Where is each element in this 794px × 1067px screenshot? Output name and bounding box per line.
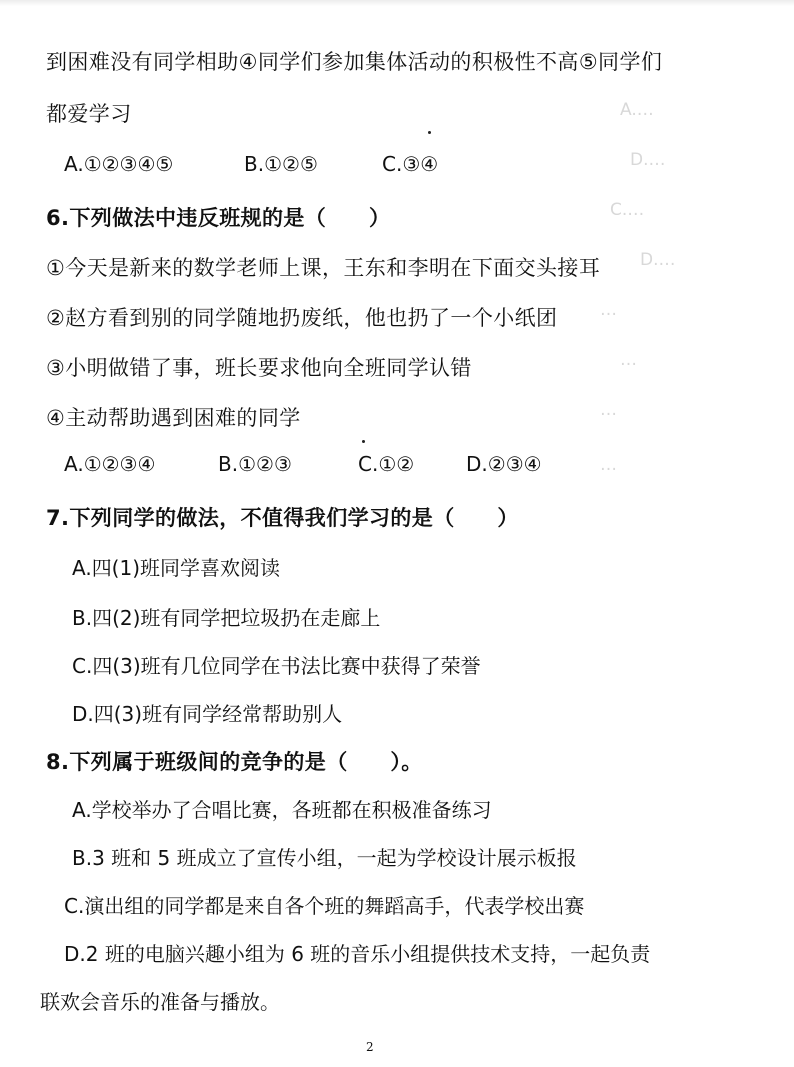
bleed-through: D.… xyxy=(640,250,676,270)
q5-text-line1: 到困难没有同学相助④同学们参加集体活动的积极性不高⑤同学们 xyxy=(46,50,663,74)
bleed-through: A.… xyxy=(620,100,654,120)
bleed-through: … xyxy=(600,300,617,320)
bleed-through: … xyxy=(600,400,617,420)
q6-option-d: D.②③④ xyxy=(466,452,542,476)
q7-option-a: A.四(1)班同学喜欢阅读 xyxy=(72,556,281,580)
q8-option-b: B.3 班和 5 班成立了宣传小组，一起为学校设计展示板报 xyxy=(72,846,577,870)
bleed-through: … xyxy=(620,350,637,370)
q6-item-2: ②赵方看到别的同学随地扔废纸，他也扔了一个小纸团 xyxy=(46,306,558,330)
q8-option-d-line1: D.2 班的电脑兴趣小组为 6 班的音乐小组提供技术支持，一起负责 xyxy=(64,942,651,966)
page-number: 2 xyxy=(366,1040,374,1054)
q5-option-c: C.③④ xyxy=(382,152,439,176)
q5-option-b: B.①②⑤ xyxy=(244,152,318,176)
bleed-through: D.… xyxy=(630,150,666,170)
scan-edge xyxy=(0,0,794,6)
q7-question: 7.下列同学的做法，不值得我们学习的是（ ） xyxy=(46,506,519,530)
q6-question: 6.下列做法中违反班规的是（ ） xyxy=(46,206,391,230)
q8-option-a: A.学校举办了合唱比赛，各班都在积极准备练习 xyxy=(72,798,492,822)
q8-option-c: C.演出组的同学都是来自各个班的舞蹈高手，代表学校出赛 xyxy=(64,894,585,918)
q6-option-a: A.①②③④ xyxy=(64,452,156,476)
q6-item-1: ①今天是新来的数学老师上课，王东和李明在下面交头接耳 xyxy=(46,256,601,280)
q5-option-a: A.①②③④⑤ xyxy=(64,152,174,176)
q8-option-d-line2: 联欢会音乐的准备与播放。 xyxy=(40,990,280,1014)
scan-speck xyxy=(362,440,365,443)
bleed-through: C.… xyxy=(610,200,645,220)
q7-option-d: D.四(3)班有同学经常帮助别人 xyxy=(72,702,343,726)
q6-item-4: ④主动帮助遇到困难的同学 xyxy=(46,406,301,430)
q7-option-b: B.四(2)班有同学把垃圾扔在走廊上 xyxy=(72,606,381,630)
q7-option-c: C.四(3)班有几位同学在书法比赛中获得了荣誉 xyxy=(72,654,481,678)
bleed-through: … xyxy=(600,455,617,475)
q5-text-line2: 都爱学习 xyxy=(46,102,132,126)
scan-speck xyxy=(428,131,431,134)
q6-option-b: B.①②③ xyxy=(218,452,292,476)
q8-question: 8.下列属于班级间的竞争的是（ ）。 xyxy=(46,750,423,774)
q6-item-3: ③小明做错了事，班长要求他向全班同学认错 xyxy=(46,356,472,380)
q6-option-c: C.①② xyxy=(358,452,415,476)
